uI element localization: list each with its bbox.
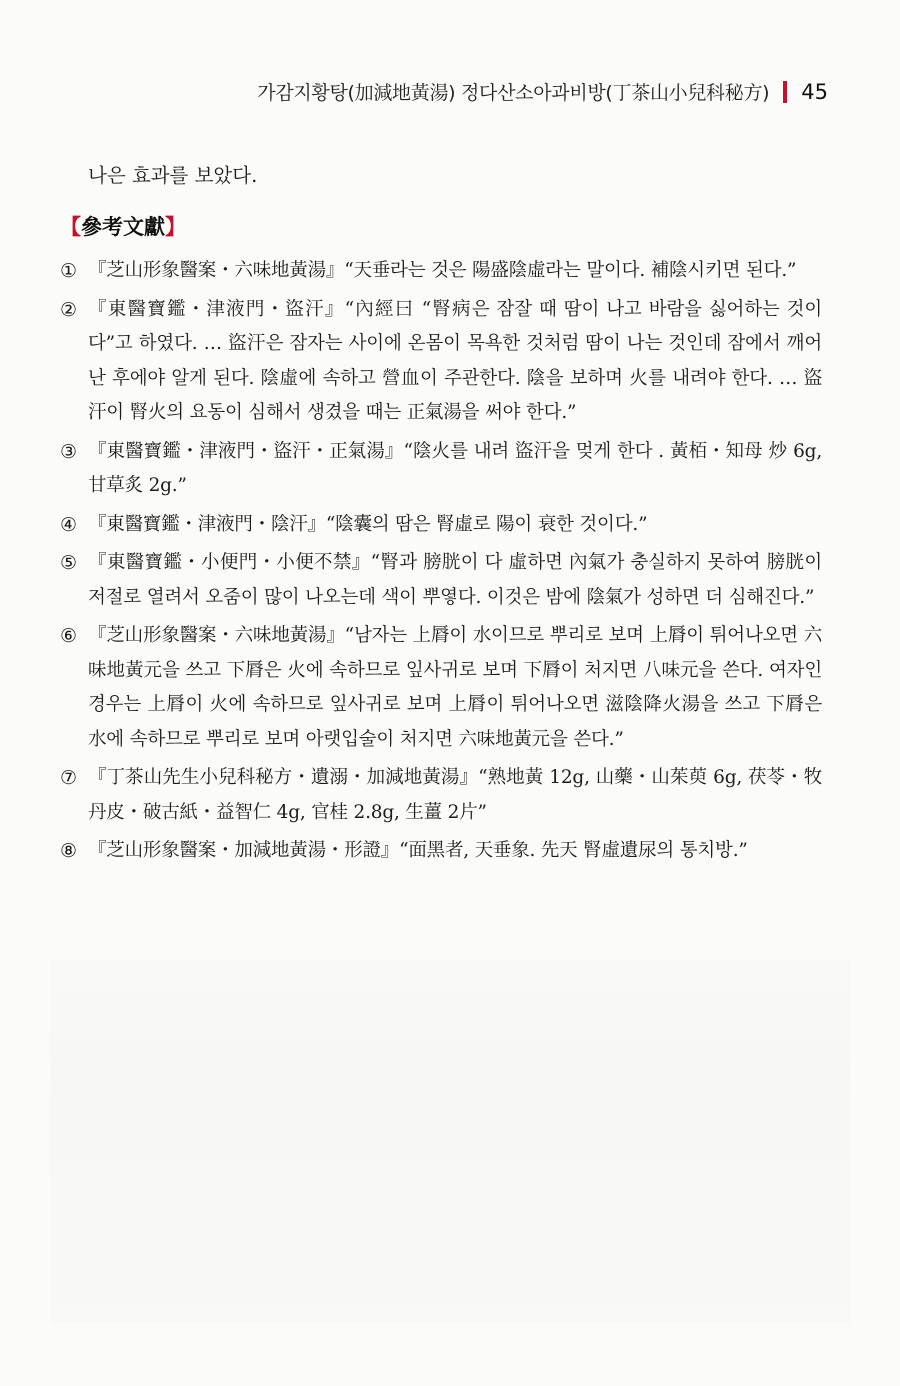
faint-show-through (50, 900, 850, 1326)
reference-item (60, 508, 822, 543)
reference-marker: ④ (60, 513, 78, 536)
body-text (60, 160, 822, 873)
reference-text: 『東醫寶鑑・津液門・盜汗』“內經曰 “腎病은 잠잘 때 땀이 나고 바람을 싫어하는 것이다”고 하였다. … 盜汗은 잠자는 사이에 온몸이 목욕한 것처럼 땀이 나는 것인데 잠에서 깨어난 후에야 알게 된다. 陰虛에 속하고 營血이 주관한다. 陰을 보하며 火를 내려야 한다. … 盜汗이 腎火의 요동이 심해서 생겼을 때는 正氣湯을 써야 한다.” (88, 298, 822, 423)
reference-text: 『芝山形象醫案・六味地黃湯』“남자는 上脣이 水이므로 뿌리로 보며 上脣이 튀어나오면 六味地黃元을 쓰고 下脣은 火에 속하므로 잎사귀로 보며 下脣이 처지면 八味元을 쓴다. 여자인 경우는 上脣이 火에 속하므로 잎사귀로 보며 上脣이 튀어나오면 滋陰降火湯을 쓰고 下脣은 水에 속하므로 뿌리로 보며 아랫입술이 처지면 六味地黃元을 쓴다.” (88, 625, 822, 750)
reference-list (60, 254, 822, 869)
reference-item (60, 546, 822, 615)
heading-open-bracket: 【 (60, 215, 81, 239)
reference-marker: ③ (60, 440, 78, 463)
reference-item (60, 254, 822, 289)
reference-item (60, 435, 822, 504)
reference-text: 『東醫寶鑑・津液門・盜汗・正氣湯』“陰火를 내려 盜汗을 멎게 한다 . 黃栢・知母 炒 6g, 甘草炙 2g.” (88, 440, 822, 496)
header-accent-bar (783, 81, 787, 103)
reference-text: 『東醫寶鑑・小便門・小便不禁』“腎과 膀胱이 다 虛하면 內氣가 충실하지 못하여 膀胱이 저절로 열려서 오줌이 많이 나오는데 색이 뿌옇다. 이것은 밤에 陰氣가 성하면 더 심해진다.” (88, 552, 822, 608)
reference-marker: ① (60, 260, 78, 282)
section-heading (60, 212, 822, 242)
reference-text: 『東醫寶鑑・津液門・陰汗』“陰囊의 땀은 腎虛로 陽이 衰한 것이다.” (88, 513, 648, 535)
running-header (257, 78, 828, 105)
heading-title: 參考文獻 (81, 215, 165, 239)
reference-item (60, 834, 822, 869)
reference-item (60, 619, 822, 757)
reference-marker: ⑤ (60, 552, 78, 574)
reference-item (60, 293, 822, 431)
reference-text: 『芝山形象醫案・加減地黃湯・形證』“面黑者, 天垂象. 先天 腎虛遺尿의 통치방.” (88, 840, 748, 861)
page-number: 45 (801, 79, 828, 104)
heading-close-bracket: 】 (165, 215, 186, 239)
reference-text: 『丁茶山先生小兒科秘方・遺溺・加減地黃湯』“熟地黃 12g, 山藥・山茱萸 6g, 茯苓・牧丹皮・破古紙・益智仁 4g, 官桂 2.8g, 生薑 2片” (88, 767, 822, 823)
reference-marker: ⑦ (60, 767, 78, 789)
continuation-paragraph: 나은 효과를 보았다. (88, 164, 258, 187)
reference-item (60, 761, 822, 830)
reference-marker: ② (60, 298, 78, 321)
reference-marker: ⑧ (60, 840, 78, 862)
running-title: 가감지황탕(加減地黃湯) 정다산소아과비방(丁茶山小兒科秘方) (257, 82, 770, 104)
reference-marker: ⑥ (60, 625, 78, 647)
reference-text: 『芝山形象醫案・六味地黃湯』“天垂라는 것은 陽盛陰虛라는 말이다. 補陰시키면 된다.” (88, 260, 797, 281)
